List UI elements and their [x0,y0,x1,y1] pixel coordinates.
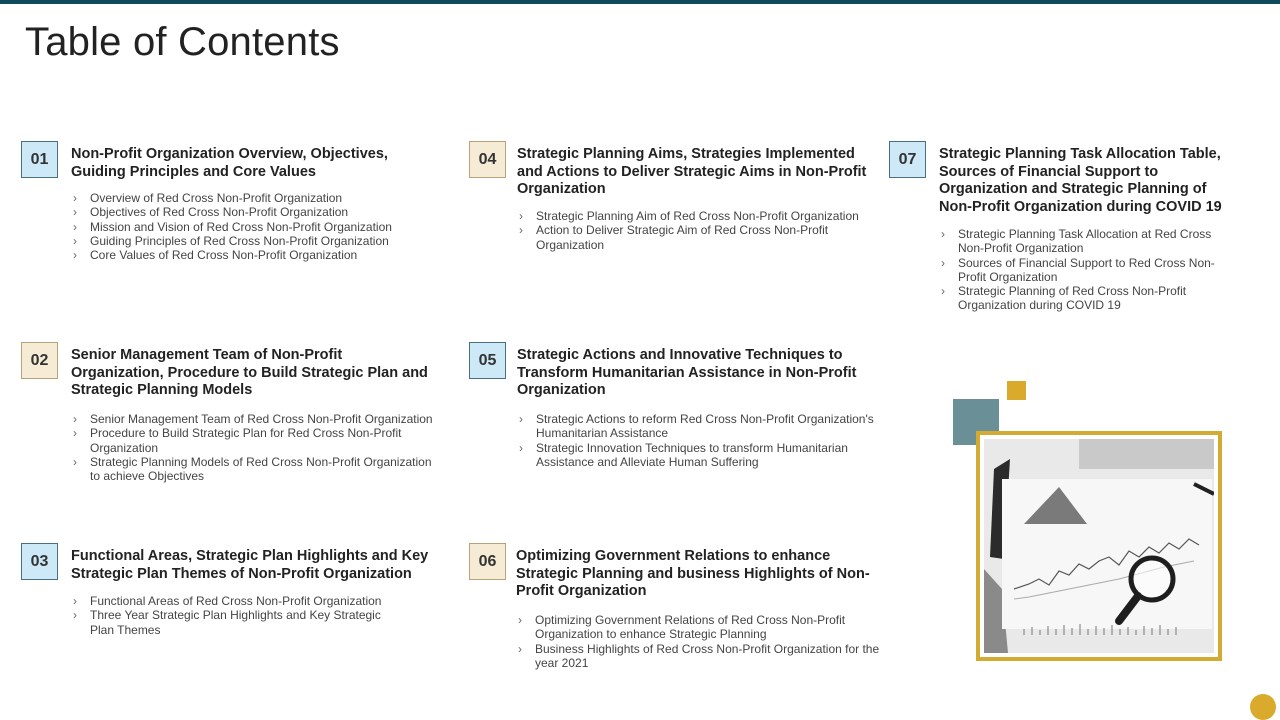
section-item-list [939,227,1229,313]
section-title: Non-Profit Organization Overview, Objectives, Guiding Principles and Core Values [71,146,388,180]
section-number-badge: 02 [21,342,58,379]
section-number-badge: 01 [21,141,58,178]
list-item: › Procedure to Build Strategic Plan for Red Cross Non-Profit Organization [71,426,441,455]
list-item: › Strategic Planning of Red Cross Non-Profit Organization during COVID 19 [939,284,1229,313]
list-item: › Senior Management Team of Red Cross Non-Profit Organization [71,412,441,426]
section-title: Functional Areas, Strategic Plan Highlights and Key Strategic Plan Themes of Non-Profit Organization [71,548,429,582]
list-item: › Strategic Planning Models of Red Cross Non-Profit Organization to achieve Objectives [71,455,441,484]
photo-frame [976,431,1222,661]
decorative-gold-circle [1250,694,1276,720]
section-item-list [71,594,401,637]
section-number-badge: 05 [469,342,506,379]
section-title: Optimizing Government Relations to enhance Strategic Planning and business Highlights of Non-Profit Organization [516,548,870,599]
section-item-list [517,209,877,252]
section-title: Strategic Planning Aims, Strategies Implemented and Actions to Deliver Strategic Aims in Non-Profit Organization [517,146,867,197]
list-item: › Guiding Principles of Red Cross Non-Profit Organization [71,234,431,248]
list-item: › Functional Areas of Red Cross Non-Profit Organization [71,594,401,608]
section-title: Senior Management Team of Non-Profit Organization, Procedure to Build Strategic Plan and Strategic Planning Models [71,347,428,398]
section-item-list [71,191,431,262]
section-number-badge: 07 [889,141,926,178]
list-item: › Action to Deliver Strategic Aim of Red Cross Non-Profit Organization [517,223,877,252]
list-item: › Sources of Financial Support to Red Cross Non-Profit Organization [939,256,1229,285]
list-item: › Business Highlights of Red Cross Non-Profit Organization for the year 2021 [516,642,881,671]
section-title: Strategic Actions and Innovative Techniques to Transform Humanitarian Assistance in Non-Profit Organization [517,347,857,398]
list-item: › Optimizing Government Relations of Red Cross Non-Profit Organization to enhance Strategic Planning [516,613,881,642]
list-item: › Strategic Actions to reform Red Cross Non-Profit Organization's Humanitarian Assistance [517,412,877,441]
magnifying-glass-icon [984,439,1214,653]
section-title: Strategic Planning Task Allocation Table, Sources of Financial Support to Organization and Strategic Planning of Non-Profit Organization during COVID 19 [939,146,1222,215]
page-title: Table of Contents [25,20,340,64]
decorative-gold-square [1007,381,1026,400]
top-accent-bar [0,0,1280,4]
list-item: › Core Values of Red Cross Non-Profit Organization [71,248,431,262]
section-item-list [516,613,881,670]
list-item: › Strategic Planning Aim of Red Cross Non-Profit Organization [517,209,877,223]
list-item: › Mission and Vision of Red Cross Non-Profit Organization [71,220,431,234]
list-item: › Strategic Innovation Techniques to transform Humanitarian Assistance and Alleviate Human Suffering [517,441,877,470]
list-item: › Overview of Red Cross Non-Profit Organization [71,191,431,205]
section-number-badge: 03 [21,543,58,580]
section-item-list [517,412,877,469]
list-item: › Three Year Strategic Plan Highlights and Key Strategic Plan Themes [71,608,401,637]
list-item: › Strategic Planning Task Allocation at Red Cross Non-Profit Organization [939,227,1229,256]
section-number-badge: 06 [469,543,506,580]
section-number-badge: 04 [469,141,506,178]
list-item: › Objectives of Red Cross Non-Profit Organization [71,205,431,219]
section-item-list [71,412,441,483]
magnifier-chart-photo [984,439,1214,653]
